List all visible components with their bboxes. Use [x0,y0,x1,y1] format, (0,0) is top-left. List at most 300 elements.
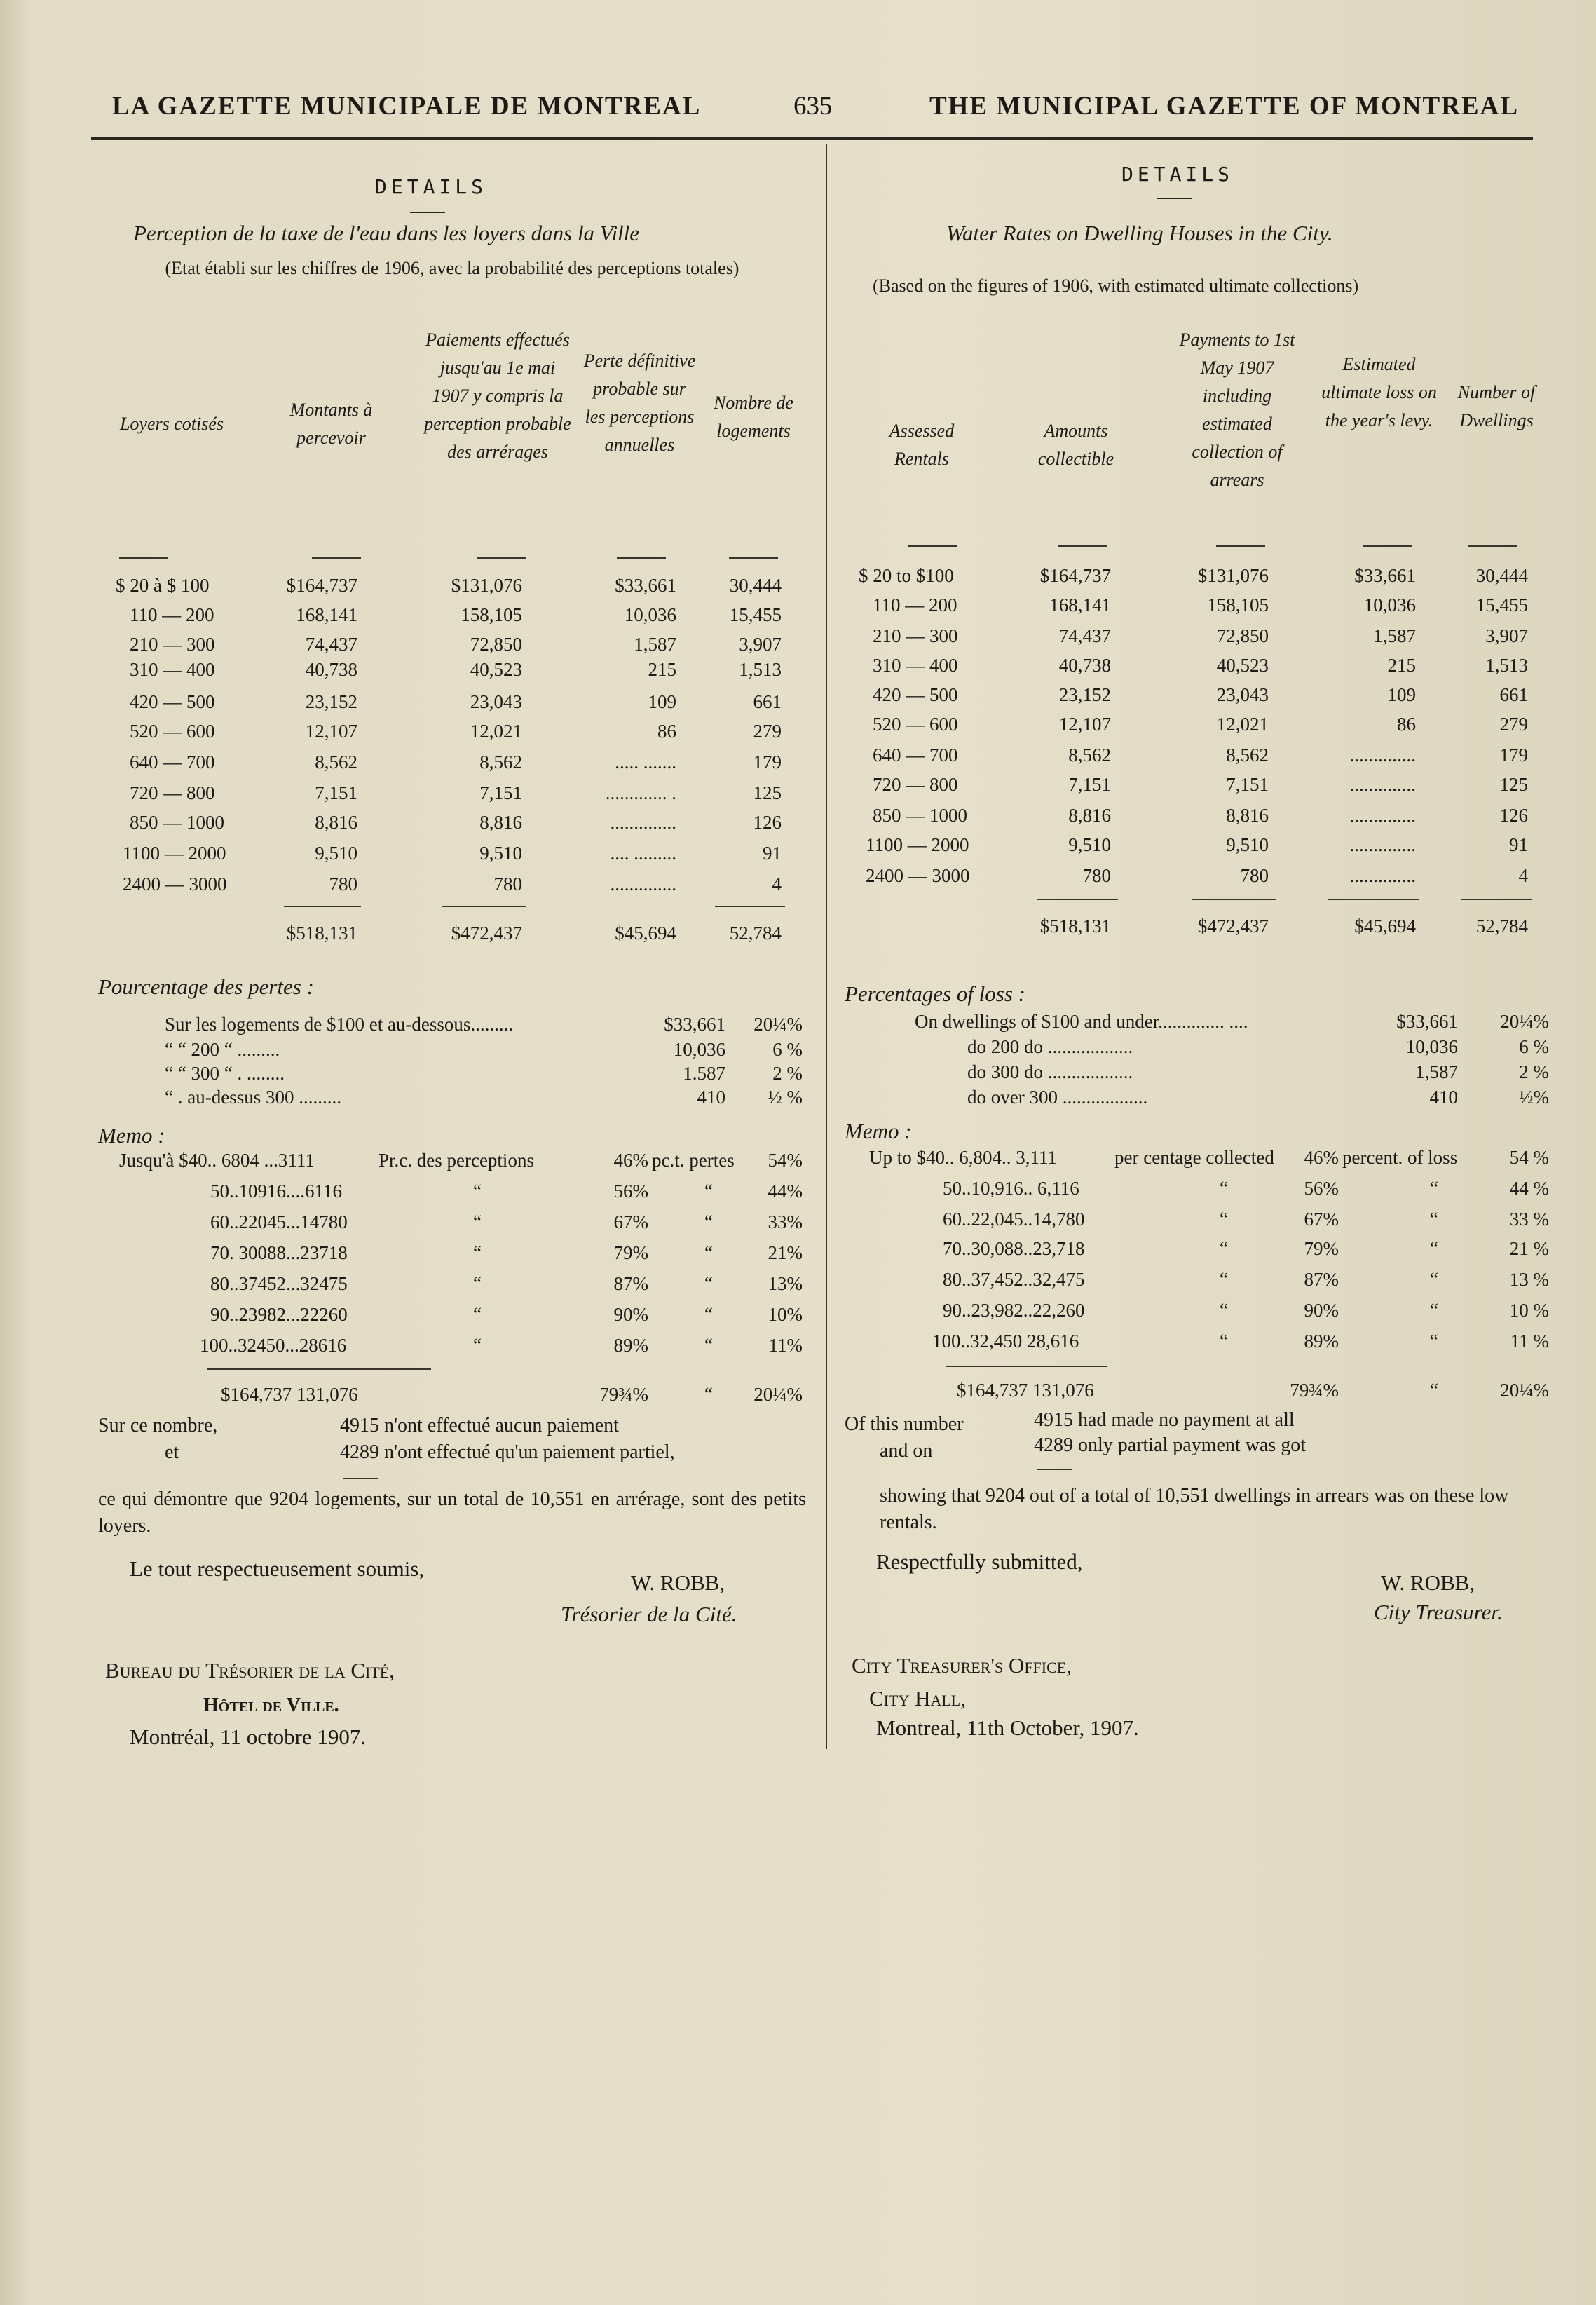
table-cell: 13 % [1509,1269,1549,1290]
table-cell: 3,907 [739,634,782,655]
table-cell: 21 % [1509,1238,1549,1259]
memo-row [95,1242,810,1272]
table-cell: 640 — 700 [130,752,215,773]
office-line: Hôtel de Ville. [203,1694,339,1716]
table-cell: 87% [613,1273,648,1294]
table-cell: “ [1430,1178,1438,1199]
memo-row [841,1300,1563,1329]
table-cell: 87% [1304,1269,1339,1290]
table-cell: 12,021 [1216,714,1269,735]
table-cell: 1,513 [1485,655,1528,676]
memo-row [841,1269,1563,1298]
table-cell: ½ % [768,1087,803,1108]
table-cell: 90..23982...22260 [210,1304,348,1325]
table-cell: 11% [768,1335,803,1356]
table-cell: 9,510 [315,843,357,864]
table-cell: “ [1430,1269,1438,1290]
note-label: et [165,1441,179,1463]
table-cell: 110 — 200 [873,594,957,616]
table-cell: 1,513 [739,659,782,680]
table-cell: .............. [1349,834,1416,855]
table-cell: do over 300 .................. [967,1087,1148,1108]
table-cell: $33,661 [1354,565,1416,586]
table-cell: 8,816 [1068,805,1111,826]
table-cell: 56% [613,1181,648,1202]
table-cell: $472,437 [1197,916,1269,937]
table-cell: 60..22,045..14,780 [943,1209,1085,1230]
table-cell: “ [1430,1380,1438,1401]
table-cell: 54% [768,1150,803,1171]
table-cell: “ [1220,1300,1228,1321]
details-heading: DETAILS [375,175,488,198]
col-header-amounts: Amounts collectible [1037,421,1114,469]
signature-title: City Treasurer. [1374,1600,1503,1624]
table-cell: 15,455 [729,604,782,625]
col-header-amounts: Montants à percevoir [289,400,373,448]
table-cell: 90..23,982..22,260 [943,1300,1085,1321]
table-cell: .............. [1349,865,1416,886]
header-rule [312,557,361,559]
table-cell: $45,694 [615,923,676,944]
table-cell: 1,587 [1373,625,1416,646]
table-cell: 720 — 800 [130,782,215,803]
table-cell: 33 % [1509,1209,1549,1230]
table-cell: 179 [1499,744,1528,766]
table-cell: 279 [1499,714,1528,735]
table-cell: “ [704,1273,713,1294]
table-cell: ..... ....... [615,752,676,773]
table-cell: 23,043 [470,691,522,712]
header-rule [1058,545,1107,547]
col-header-loss: Perte définitive probable sur les perceptions annuelles [583,351,696,455]
memo-row [95,1335,810,1364]
details-heading: DETAILS [1121,163,1234,186]
table-row [95,782,810,812]
table-cell: 3,907 [1485,625,1528,646]
sum-rule [715,906,785,907]
col-header-payments: Paiements effectués jusqu'au 1e mai 1907 y compris la perception probable des arrérages [424,329,571,462]
sum-rule [1461,899,1532,900]
table-cell: 179 [753,752,782,773]
table-cell: Up to $40.. 6,804.. 3,111 [869,1147,1057,1168]
memo-row [95,1273,810,1303]
table-cell: 79¾% [599,1384,648,1405]
table-cell: pc.t. pertes [652,1150,735,1171]
table-cell: 125 [1499,774,1528,795]
table-cell: 100..32,450 28,616 [932,1331,1079,1352]
table-cell: “ [473,1273,482,1294]
office-line: City Hall, [869,1686,966,1711]
page-header [112,91,1519,140]
header-rule [1216,545,1265,547]
table-row [95,659,810,688]
header-title-french: LA GAZETTE MUNICIPALE DE MONTREAL [112,92,702,121]
col-header-payments: Payments to 1st May 1907 including estimated collection of arrears [1179,329,1295,490]
sum-rule [1037,1469,1072,1470]
table-cell: “ . au-dessus 300 ......... [165,1087,341,1108]
table-cell: $164,737 131,076 [957,1380,1094,1401]
table-cell: 80..37452...32475 [210,1273,348,1294]
table-cell: 10,036 [673,1039,725,1060]
memo-row [841,1209,1563,1238]
table-row [841,774,1563,803]
signature-title: Trésorier de la Cité. [561,1602,737,1626]
table-cell: 520 — 600 [130,721,215,742]
table-cell: .............. [610,812,676,833]
header-rule [119,557,168,559]
table-cell: 8,816 [1226,805,1269,826]
table-cell: 20¼% [1500,1011,1549,1032]
header-rule [91,137,1533,140]
sum-rule [284,906,361,907]
sum-rule [207,1368,431,1370]
table-row [95,752,810,781]
table-cell: $45,694 [1354,916,1416,937]
table-cell: 44% [768,1181,803,1202]
loss-row [841,1087,1563,1116]
loss-title: Percentages of loss : [845,981,1025,1006]
table-cell: On dwellings of $100 and under.............. .... [915,1011,1248,1032]
table-cell: 110 — 200 [130,604,214,625]
table-cell: “ [473,1181,482,1202]
table-cell: “ [704,1211,713,1232]
table-subtitle: (Based on the figures of 1906, with estimated ultimate collections) [873,276,1359,296]
table-cell: 2 % [772,1063,803,1084]
note-line: 4915 n'ont effectué aucun paiement [340,1415,619,1436]
header-rule [1468,545,1517,547]
table-cell: 661 [1499,684,1528,705]
table-cell: .............. [1349,805,1416,826]
memo-title: Memo : [845,1119,912,1143]
table-cell: 215 [648,659,676,680]
table-cell: 2 % [1519,1061,1549,1082]
table-cell: 8,816 [479,812,522,833]
table-cell: 23,152 [1058,684,1111,705]
table-cell: Jusqu'à $40.. 6804 ...3111 [119,1150,315,1171]
table-cell: 20¼% [1500,1380,1549,1401]
table-cell: 780 [1240,865,1269,886]
col-header-rentals: Loyers cotisés [119,414,224,434]
table-cell: “ [1220,1269,1228,1290]
table-cell: 23,152 [305,691,357,712]
table-title: Perception de la taxe de l'eau dans les loyers dans la Ville [133,221,640,245]
table-cell: 2400 — 3000 [123,873,227,895]
table-cell: 10 % [1509,1300,1549,1321]
table-cell: do 300 do .................. [967,1061,1133,1082]
table-cell: “ [704,1304,713,1325]
table-cell: .... ......... [610,843,676,864]
col-header-dwellings: Nombre de logements [714,393,793,441]
memo-total-row [841,1380,1563,1409]
table-cell: 70. 30088...23718 [210,1242,348,1263]
table-cell: 15,455 [1475,594,1528,616]
table-cell: 70..30,088..23,718 [943,1238,1085,1259]
memo-row [95,1211,810,1241]
table-cell: “ [1220,1331,1228,1352]
table-cell: 46% [1304,1147,1339,1168]
table-cell: 10,036 [1405,1036,1458,1057]
date-line: Montreal, 11th October, 1907. [876,1715,1139,1740]
table-cell: 850 — 1000 [873,805,967,826]
table-cell: 30,444 [729,575,782,596]
note-label: Sur ce nombre, [98,1415,218,1436]
table-cell: 4 [772,873,782,895]
table-cell: “ [473,1242,482,1263]
table-cell: 7,151 [479,782,522,803]
header-rule [729,557,778,559]
table-row [841,655,1563,684]
table-cell: “ [1430,1300,1438,1321]
table-cell: 9,510 [1226,834,1269,855]
table-row [95,843,810,872]
table-cell: $518,131 [1039,916,1111,937]
column-divider [826,144,827,1749]
table-cell: 168,141 [1049,594,1111,616]
table-cell: 158,105 [1207,594,1269,616]
table-cell: “ [1430,1238,1438,1259]
table-cell: “ [1220,1238,1228,1259]
table-cell: 780 [329,873,357,895]
table-cell: 520 — 600 [873,714,958,735]
table-cell: 86 [1397,714,1416,735]
table-cell: 420 — 500 [873,684,958,705]
note-label: Of this number [845,1413,964,1435]
table-cell: 850 — 1000 [130,812,224,833]
table-cell: 720 — 800 [873,774,958,795]
header-title-english: THE MUNICIPAL GAZETTE OF MONTREAL [929,92,1519,121]
table-cell: 40,523 [1216,655,1269,676]
table-cell: 7,151 [315,782,357,803]
table-cell: 7,151 [1226,774,1269,795]
table-row [841,565,1563,594]
memo-row [95,1304,810,1333]
sum-rule [343,1478,378,1479]
col-header-loss: Estimated ultimate loss on the year's levy. [1321,354,1437,430]
table-cell: 126 [1499,805,1528,826]
table-row [841,744,1563,774]
col-header-dwellings: Number of Dwellings [1457,382,1536,430]
table-cell: “ [473,1211,482,1232]
table-cell: 6 % [1519,1036,1549,1057]
heading-rule [410,212,445,213]
table-cell: 10% [768,1304,803,1325]
table-cell: 23,043 [1216,684,1269,705]
table-cell: do 200 do .................. [967,1036,1133,1057]
table-cell: 7,151 [1068,774,1111,795]
table-cell: 74,437 [1058,625,1111,646]
loss-title: Pourcentage des pertes : [98,974,314,999]
table-cell: 168,141 [296,604,357,625]
table-cell: 125 [753,782,782,803]
heading-rule [1157,198,1192,199]
table-cell: 8,562 [315,752,357,773]
table-cell: “ “ 300 “ . ........ [165,1063,285,1084]
table-row [841,594,1563,624]
table-cell: 33% [768,1211,803,1232]
table-cell: $131,076 [1197,565,1269,586]
table-cell: 72,850 [1216,625,1269,646]
table-cell: 79% [1304,1238,1339,1259]
table-cell: 90% [613,1304,648,1325]
table-cell: .............. [610,873,676,895]
table-cell: 40,738 [305,659,357,680]
table-cell: “ [704,1181,713,1202]
table-cell: 79% [613,1242,648,1263]
table-cell: percent. of loss [1342,1147,1458,1168]
table-cell: 661 [753,691,782,712]
table-cell: 4 [1518,865,1528,886]
table-cell: $472,437 [451,923,522,944]
table-cell: 20¼% [753,1384,803,1405]
table-cell: 215 [1387,655,1416,676]
table-cell: 40,523 [470,659,522,680]
table-cell: 44 % [1509,1178,1549,1199]
table-row [95,575,810,604]
table-cell: $ 20 to $100 [859,565,954,586]
table-row [95,691,810,721]
signature: W. ROBB, [1381,1570,1475,1595]
table-cell: 1,587 [634,634,676,655]
table-cell: “ [1430,1331,1438,1352]
table-cell: 86 [657,721,676,742]
table-cell: “ [473,1335,482,1356]
table-cell: 8,562 [1068,744,1111,766]
header-rule [477,557,526,559]
table-cell: 13% [768,1273,803,1294]
table-cell: 8,562 [1226,744,1269,766]
table-row [95,721,810,750]
table-cell: 410 [1429,1087,1458,1108]
table-cell: 91 [763,843,782,864]
table-cell: 2400 — 3000 [866,865,970,886]
table-cell: 52,784 [729,923,782,944]
table-cell: 79¾% [1290,1380,1339,1401]
memo-row [95,1150,810,1179]
table-cell: “ [704,1242,713,1263]
table-cell: 21% [768,1242,803,1263]
table-cell: 420 — 500 [130,691,215,712]
table-cell: “ [704,1335,713,1356]
totals-row [95,923,810,952]
table-cell: 67% [1304,1209,1339,1230]
table-cell: 310 — 400 [873,655,958,676]
table-cell: 310 — 400 [130,659,215,680]
conclusion: ce qui démontre que 9204 logements, sur un total de 10,551 en arrérage, sont des petits loyers. [98,1488,806,1537]
memo-title: Memo : [98,1123,165,1148]
table-cell: “ [704,1384,713,1405]
table-cell: 8,816 [315,812,357,833]
signature: W. ROBB, [631,1570,725,1595]
table-cell: $ 20 à $ 100 [116,575,210,596]
table-cell: $33,661 [664,1014,725,1035]
note-line: 4915 had made no payment at all [1034,1409,1295,1431]
table-cell: 640 — 700 [873,744,958,766]
table-cell: 158,105 [461,604,522,625]
table-cell: $164,737 [1039,565,1111,586]
memo-row [841,1238,1563,1267]
table-cell: .............. [1349,744,1416,766]
memo-row [841,1178,1563,1207]
sum-rule [442,906,526,907]
table-cell: 10,036 [1363,594,1416,616]
table-cell: $164,737 [286,575,357,596]
table-cell: 410 [697,1087,725,1108]
table-row [841,684,1563,714]
table-row [95,812,810,841]
closing: Le tout respectueusement soumis, [130,1556,425,1581]
table-cell: 50..10916....6116 [210,1181,342,1202]
table-cell: 1,587 [1415,1061,1458,1082]
table-cell: “ [1220,1209,1228,1230]
table-row [841,865,1563,895]
table-cell: $164,737 131,076 [221,1384,358,1405]
table-cell: 1100 — 2000 [866,834,969,855]
table-cell: “ [1220,1178,1228,1199]
date-line: Montréal, 11 octobre 1907. [130,1725,367,1749]
totals-row [841,916,1563,945]
table-row [841,625,1563,655]
table-row [95,604,810,634]
sum-rule [946,1366,1107,1367]
table-cell: 12,021 [470,721,522,742]
sum-rule [1192,899,1276,900]
memo-row [841,1331,1563,1360]
header-rule [1363,545,1412,547]
memo-row [95,1181,810,1210]
note-label: and on [880,1440,933,1462]
table-cell: 6 % [772,1039,803,1060]
table-cell: 8,562 [479,752,522,773]
office-line: Bureau du Trésorier de la Cité, [105,1658,395,1682]
table-cell: Pr.c. des perceptions [378,1150,534,1171]
table-row [841,834,1563,864]
table-title: Water Rates on Dwelling Houses in the City. [946,221,1333,245]
table-cell: 12,107 [305,721,357,742]
table-cell: 80..37,452..32,475 [943,1269,1085,1290]
table-cell: 20¼% [753,1014,803,1035]
table-cell: 54 % [1509,1147,1549,1168]
table-cell: 11 % [1510,1331,1549,1352]
table-cell: 40,738 [1058,655,1111,676]
table-cell: 279 [753,721,782,742]
table-cell: $33,661 [1396,1011,1458,1032]
table-cell: Sur les logements de $100 et au-dessous......... [165,1014,514,1035]
table-cell: 210 — 300 [130,634,215,655]
table-cell: $33,661 [615,575,676,596]
header-rule [908,545,957,547]
table-cell: 780 [493,873,522,895]
table-cell: ............. . [605,782,676,803]
table-cell: .............. [1349,774,1416,795]
table-cell: 56% [1304,1178,1339,1199]
col-header-rentals: Assessed Rentals [889,421,955,469]
table-cell: 1100 — 2000 [123,843,226,864]
table-cell: $518,131 [286,923,357,944]
table-cell: 60..22045...14780 [210,1211,348,1232]
table-cell: 9,510 [1068,834,1111,855]
table-cell: 30,444 [1475,565,1528,586]
table-cell: 12,107 [1058,714,1111,735]
table-cell: 67% [613,1211,648,1232]
table-cell: 1.587 [683,1063,725,1084]
sum-rule [1328,899,1419,900]
table-cell: 126 [753,812,782,833]
table-subtitle: (Etat établi sur les chiffres de 1906, avec la probabilité des perceptions totales) [165,258,739,278]
table-row [95,873,810,903]
table-cell: 50..10,916.. 6,116 [943,1178,1079,1199]
table-cell: 210 — 300 [873,625,958,646]
table-cell: 10,036 [624,604,676,625]
